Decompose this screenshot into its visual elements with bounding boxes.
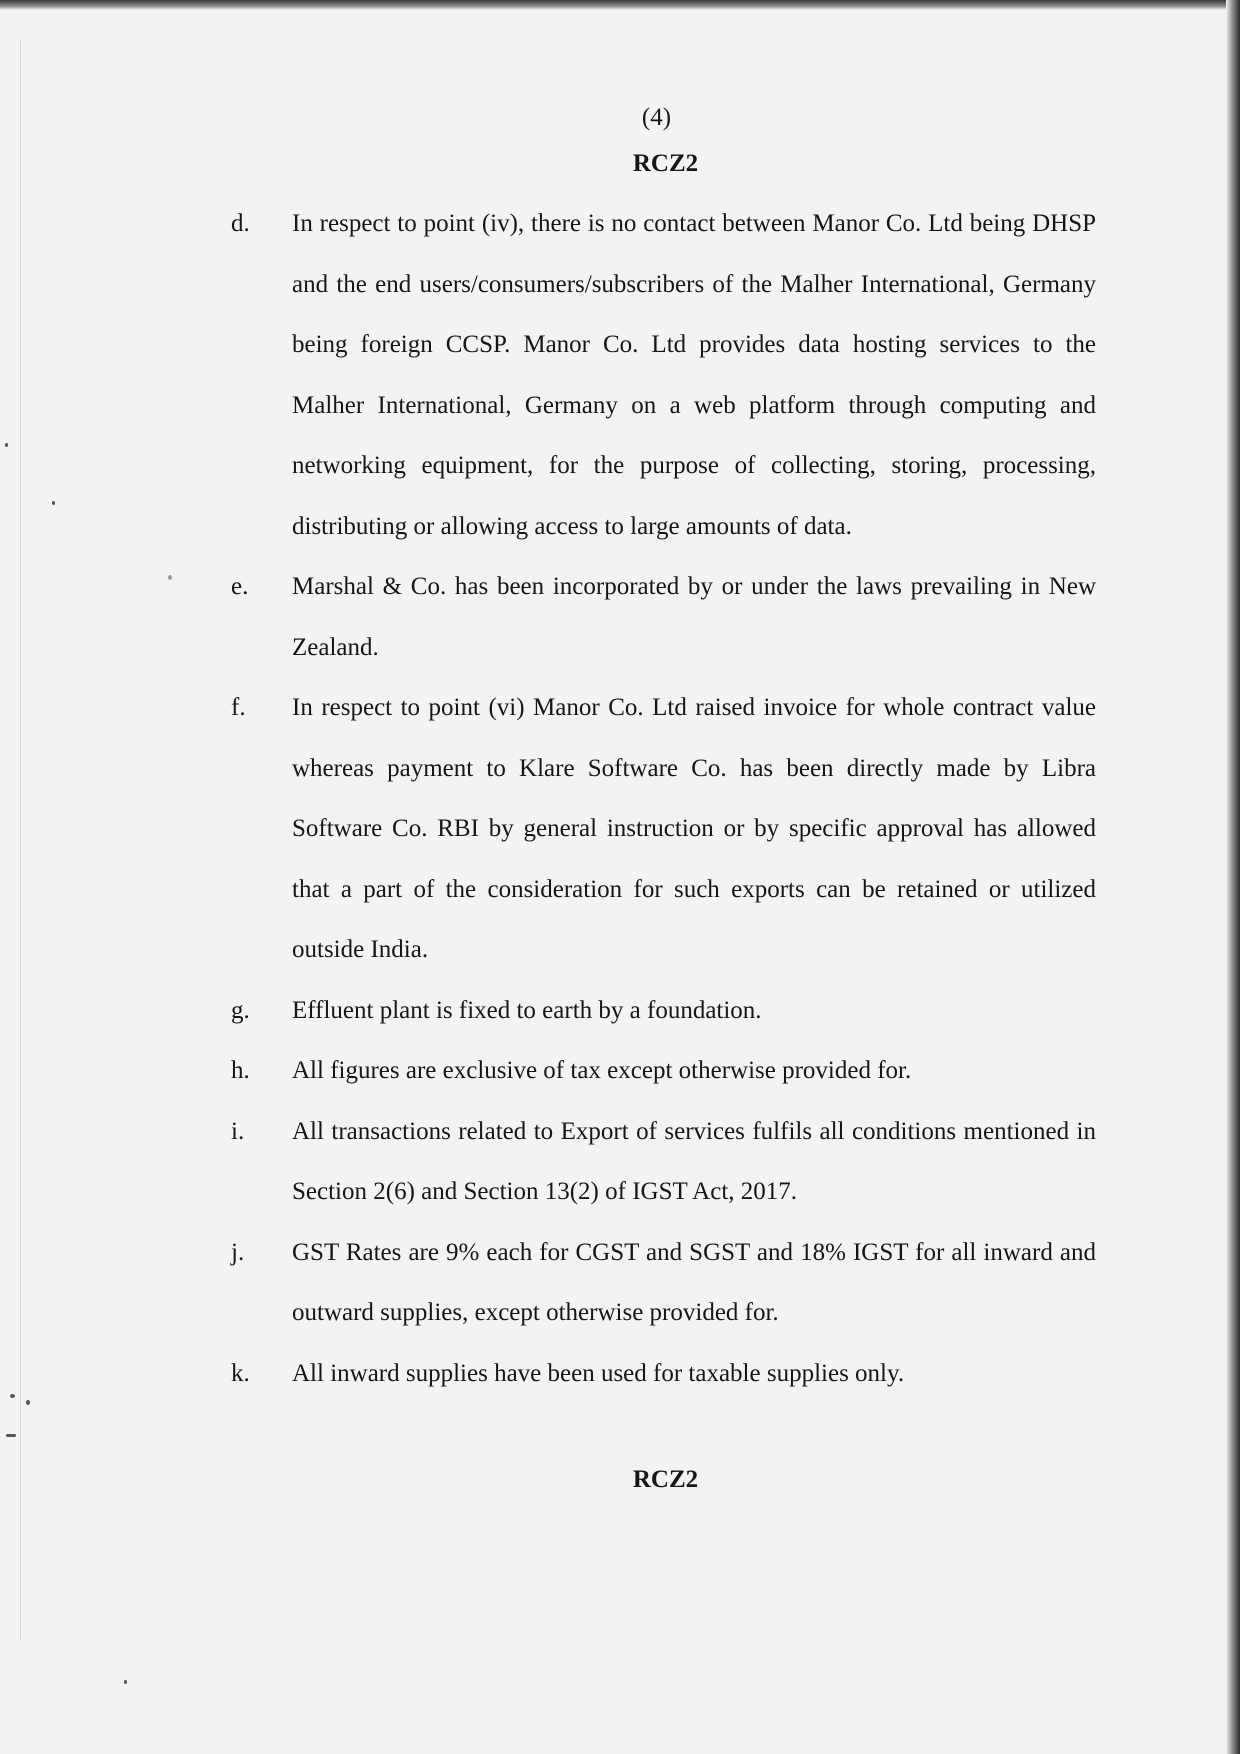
item-marker: h. xyxy=(231,1057,250,1084)
item-text: In respect to point (vi) Manor Co. Ltd raised invoice for whole contract value whereas payment to Klare Software Co. has been directly made by Libra Software Co. RBI by general instruction or by specific approval has allowed that a part of the consideration for such exports can be retained or utilized outside India. xyxy=(292,694,1096,963)
list-item-i xyxy=(231,1102,1096,1223)
list-item-f xyxy=(231,678,1096,981)
item-text: All inward supplies have been used for taxable supplies only. xyxy=(292,1359,905,1387)
list-item-k xyxy=(231,1344,1096,1405)
item-marker: i. xyxy=(231,1117,245,1145)
item-text: GST Rates are 9% each for CGST and SGST and 18% IGST for all inward and outward supplies, except otherwise provided for. xyxy=(292,1238,1096,1326)
page-number: (4) xyxy=(641,104,672,131)
list-item-d xyxy=(231,194,1096,557)
item-marker: e. xyxy=(231,573,249,600)
margin-line xyxy=(20,40,21,1640)
item-text: Marshal & Co. has been incorporated by or under the laws prevailing in New Zealand. xyxy=(292,573,1096,661)
item-marker: f. xyxy=(231,694,246,721)
item-text: All figures are exclusive of tax except otherwise provided for. xyxy=(292,1057,912,1084)
scan-speck xyxy=(124,1680,127,1684)
item-text: In respect to point (iv), there is no contact between Manor Co. Ltd being DHSP and the end users/consumers/subscribers of the Malher International, Germany being foreign CCSP. Manor Co. Ltd provides data hosting services to the Malher International, Germany on a web platform through computing and networking equipment, for the purpose of collecting, storing, processing, distributing or allowing access to large amounts of data. xyxy=(292,210,1096,540)
item-marker: d. xyxy=(231,210,250,237)
item-marker: j. xyxy=(231,1238,245,1266)
item-text: All transactions related to Export of services fulfils all conditions mentioned in Section 2(6) and Section 13(2) of IGST Act, 2017. xyxy=(292,1117,1096,1205)
scan-speck xyxy=(26,1400,30,1405)
scan-speck xyxy=(10,1394,15,1398)
notes-list xyxy=(231,194,1096,1404)
scan-speck xyxy=(52,501,55,505)
header-paper-code: RCZ2 xyxy=(632,150,699,177)
footer-paper-code: RCZ2 xyxy=(632,1466,699,1493)
list-item-j xyxy=(231,1223,1096,1344)
scan-speck xyxy=(168,575,172,580)
scan-speck xyxy=(5,443,8,447)
item-text: Effluent plant is fixed to earth by a foundation. xyxy=(292,996,762,1024)
scan-top-edge xyxy=(0,0,1240,10)
item-marker: g. xyxy=(231,996,250,1024)
list-item-e xyxy=(231,557,1096,678)
scan-speck xyxy=(6,1434,16,1437)
list-item-h xyxy=(231,1041,1096,1102)
item-marker: k. xyxy=(231,1359,250,1387)
list-item-g xyxy=(231,981,1096,1042)
